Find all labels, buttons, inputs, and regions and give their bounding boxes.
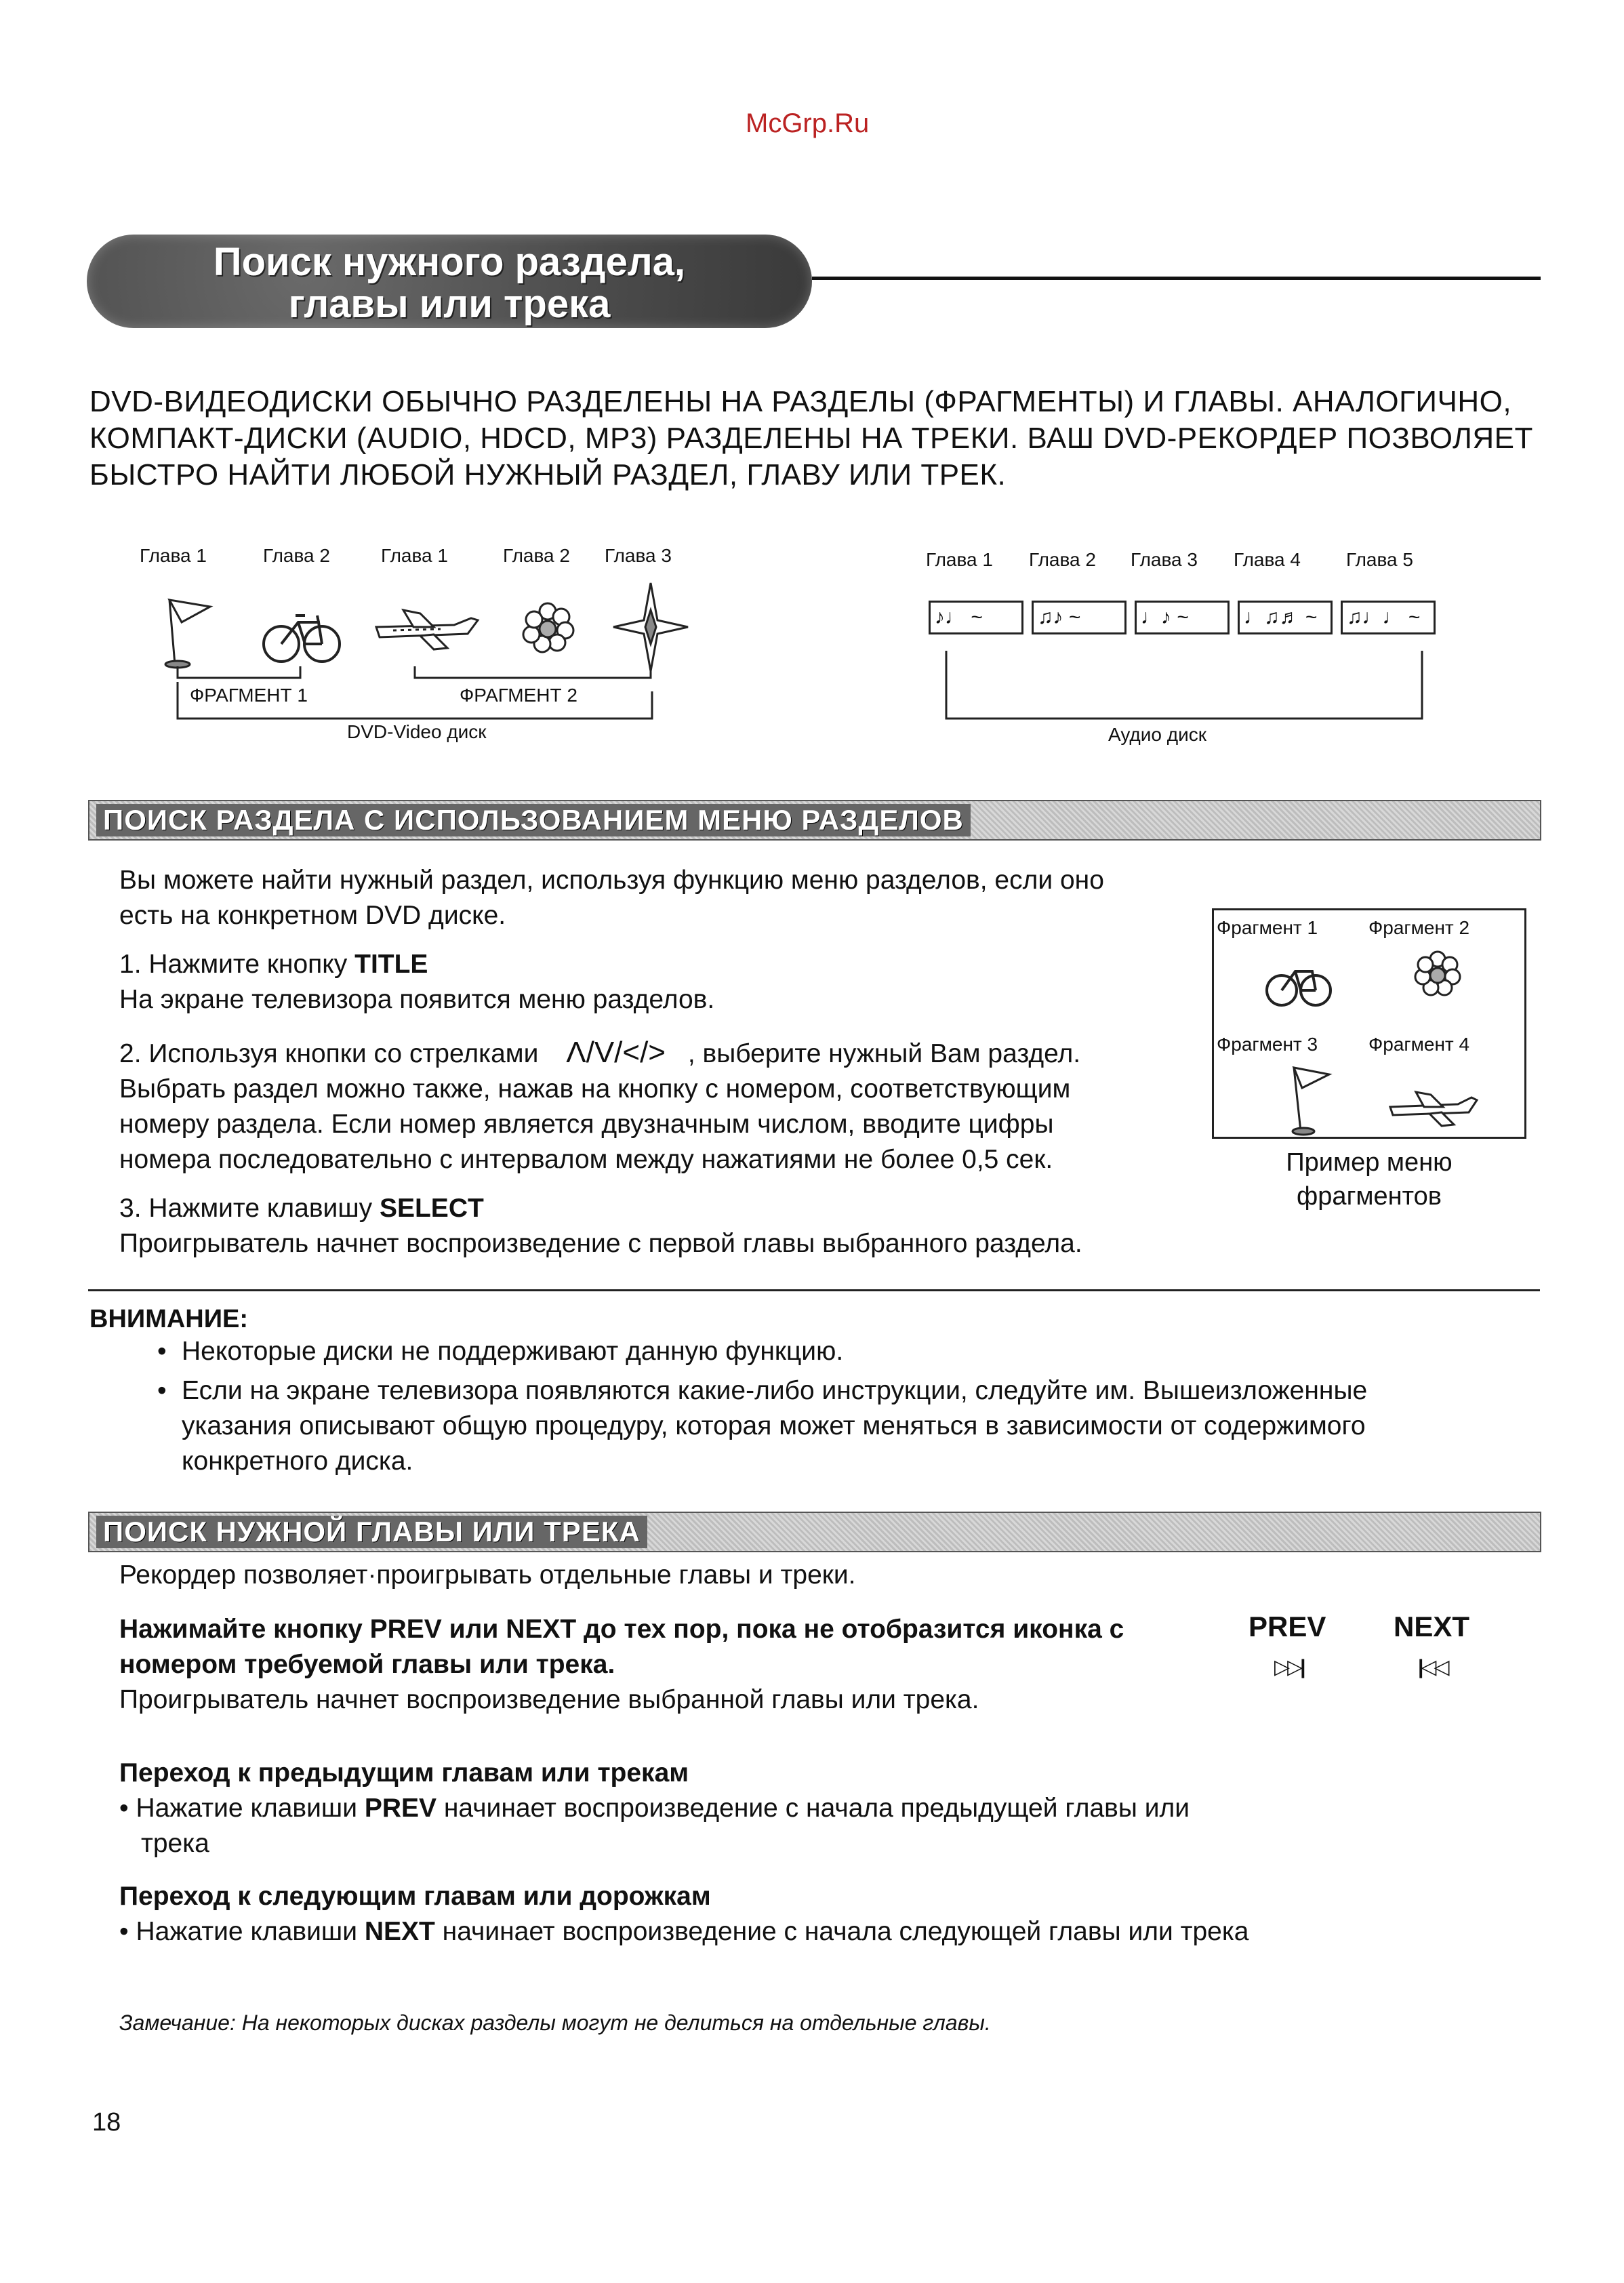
key-select: SELECT <box>379 1194 484 1223</box>
bicycle-icon <box>264 615 340 662</box>
arrow-keys-icon: Λ/V/</> <box>566 1036 666 1069</box>
section-header <box>88 1512 1541 1552</box>
intro-line: БЫСТРО НАЙТИ ЛЮБОЙ НУЖНЫЙ РАЗДЕЛ, ГЛАВУ ИЛИ ТРЕК. <box>89 458 1007 491</box>
bullet-text: конкретного диска. <box>182 1447 413 1476</box>
dvd-chapter-label: Глава 2 <box>263 545 330 566</box>
airplane-icon <box>1390 1092 1477 1126</box>
key-prev: PREV <box>364 1794 437 1823</box>
bullet-text: Нажатие клавиши <box>136 1794 365 1823</box>
watermark: McGrp.Ru <box>746 108 870 138</box>
menu-example-caption <box>1212 1146 1526 1213</box>
bullet-text: Некоторые диски не поддерживают данную функцию. <box>182 1337 844 1366</box>
next-track-icon: |◁◁ <box>1418 1656 1447 1678</box>
section-title: ПОИСК НУЖНОЙ ГЛАВЫ ИЛИ ТРЕКА <box>96 1516 647 1548</box>
page-title-line1: Поиск нужного раздела, <box>213 240 686 284</box>
step-text: Нажмите клавишу <box>148 1194 380 1223</box>
bullet-icon: • <box>119 1917 136 1946</box>
bullet-icon: • <box>157 1337 167 1366</box>
prev-label: PREV <box>1249 1611 1326 1642</box>
footnote: Замечание: На некоторых дисках разделы могут не делиться на отдельные главы. <box>119 2011 991 2035</box>
dvd-chapter-label: Глава 2 <box>503 545 570 566</box>
subsection-title: Переход к предыдущим главам или трекам <box>119 1758 689 1787</box>
menu-fragment-label: Фрагмент 3 <box>1217 1034 1318 1055</box>
subsection-next <box>119 1879 1461 1949</box>
section1-body <box>119 863 1190 1261</box>
audio-track-box: ♩♫♬ ~ <box>1238 601 1333 634</box>
bullet-text: трека <box>141 1829 209 1858</box>
audio-chapter-label: Глава 2 <box>1029 549 1096 570</box>
step-description: На экране телевизора появится меню разделов. <box>119 985 715 1014</box>
list-item <box>157 1334 1541 1369</box>
page-title-banner <box>87 235 812 328</box>
dvd-chapter-label: Глава 1 <box>381 545 448 566</box>
flower-icon <box>523 603 573 652</box>
divider <box>88 1289 1540 1291</box>
audio-chapter-label: Глава 3 <box>1131 549 1198 570</box>
step-text: Используя кнопки со стрелками <box>148 1039 539 1068</box>
intro-line: DVD-ВИДЕОДИСКИ ОБЫЧНО РАЗДЕЛЕНЫ НА РАЗДЕЛЫ (ФРАГМЕНТЫ) И ГЛАВЫ. АНАЛОГИЧНО, <box>89 385 1512 418</box>
instruction-description: Проигрыватель начнет воспроизведение выбранной главы или трека. <box>119 1685 979 1714</box>
audio-caption: Аудио диск <box>1108 724 1206 745</box>
subsection-prev <box>119 1756 1326 1861</box>
step-number: 1. <box>119 950 142 979</box>
step-text: Нажмите кнопку <box>148 950 355 979</box>
dvd-caption: DVD-Video диск <box>347 721 487 742</box>
step-number: 3. <box>119 1194 142 1223</box>
fragment1-label: ФРАГМЕНТ 1 <box>190 685 308 706</box>
menu-fragment-label: Фрагмент 4 <box>1368 1034 1470 1055</box>
list-item <box>119 1791 1326 1826</box>
airplane-icon <box>376 610 478 649</box>
attention-list <box>157 1334 1541 1479</box>
audio-track-box: ♩♪ ~ <box>1135 601 1230 634</box>
dvd-diagram <box>136 542 746 752</box>
audio-diagram <box>922 549 1450 752</box>
fragment-menu-example <box>1212 908 1526 1139</box>
step-2 <box>119 1035 1190 1072</box>
fragment2-label: ФРАГМЕНТ 2 <box>460 685 577 706</box>
paragraph-line: Рекордер позволяет·проигрывать отдельные главы и треки. <box>119 1560 856 1590</box>
step-3 <box>119 1191 1190 1226</box>
audio-chapter-label: Глава 4 <box>1234 549 1301 570</box>
page-number: 18 <box>92 2108 121 2137</box>
list-item <box>157 1373 1541 1479</box>
step-description: Проигрыватель начнет воспроизведение с первой главы выбранного раздела. <box>119 1229 1082 1258</box>
caption-line: фрагментов <box>1297 1182 1442 1211</box>
audio-bracket <box>922 549 1450 752</box>
bullet-icon: • <box>119 1794 136 1823</box>
intro-text <box>89 384 1540 493</box>
attention-heading: ВНИМАНИЕ: <box>89 1305 249 1333</box>
audio-track-box: ♪♩ ~ <box>929 601 1023 634</box>
page-title-line2: главы или трека <box>288 282 611 326</box>
list-item <box>119 1914 1461 1949</box>
bullet-text: Если на экране телевизора появляются какие-либо инструкции, следуйте им. Вышеизложенные <box>182 1376 1368 1405</box>
flag-icon <box>165 600 210 668</box>
section2-body <box>119 1558 1217 1718</box>
bullet-text: начинает воспроизведение с начала предыдущей главы или <box>437 1794 1190 1823</box>
bicycle-icon <box>1267 971 1331 1005</box>
step-text: , выберите нужный Вам раздел. <box>687 1039 1081 1068</box>
caption-line: Пример меню <box>1286 1148 1453 1177</box>
flag-icon <box>1293 1068 1329 1135</box>
dvd-chapter-label: Глава 1 <box>140 545 207 566</box>
step-description: номера последовательно с интервалом между нажатиями не более 0,5 сек. <box>119 1145 1053 1174</box>
section-title: ПОИСК РАЗДЕЛА С ИСПОЛЬЗОВАНИЕМ МЕНЮ РАЗДЕЛОВ <box>96 804 971 836</box>
subsection-title: Переход к следующим главам или дорожкам <box>119 1882 711 1911</box>
star-icon <box>613 583 688 671</box>
audio-chapter-label: Глава 1 <box>926 549 993 570</box>
dvd-chapter-label: Глава 3 <box>605 545 672 566</box>
next-label: NEXT <box>1394 1611 1470 1642</box>
step-1 <box>119 947 1190 982</box>
prev-track-icon: ▷▷| <box>1274 1656 1303 1678</box>
bullet-text: Нажатие клавиши <box>136 1917 365 1946</box>
bullet-icon: • <box>157 1376 167 1405</box>
menu-fragment-label: Фрагмент 2 <box>1368 917 1470 938</box>
step-description: Выбрать раздел можно также, нажав на кнопку с номером, соответствующим <box>119 1074 1071 1104</box>
step-description: номеру раздела. Если номер является двузначным числом, вводите цифры <box>119 1110 1054 1139</box>
title-rule <box>812 277 1541 280</box>
menu-fragment-label: Фрагмент 1 <box>1217 917 1318 938</box>
key-title: TITLE <box>354 950 428 979</box>
menu-example-drawing <box>1214 910 1528 1141</box>
section-header <box>88 800 1541 841</box>
paragraph-line: Вы можете найти нужный раздел, используя функцию меню разделов, если оно <box>119 866 1104 895</box>
bullet-text: начинает воспроизведение с начала следующей главы или трека <box>434 1917 1249 1946</box>
key-next: NEXT <box>364 1917 435 1946</box>
instruction-line: номером требуемой главы или трека. <box>119 1650 615 1679</box>
step-number: 2. <box>119 1039 142 1068</box>
intro-line: КОМПАКТ-ДИСКИ (AUDIO, HDCD, MP3) РАЗДЕЛЕНЫ НА ТРЕКИ. ВАШ DVD-РЕКОРДЕР ПОЗВОЛЯЕТ <box>89 422 1533 455</box>
bullet-text: указания описывают общую процедуру, которая может меняться в зависимости от содержимого <box>182 1411 1366 1440</box>
audio-track-box: ♫♪ ~ <box>1032 601 1126 634</box>
flower-icon <box>1415 952 1460 995</box>
paragraph-line: есть на конкретном DVD диске. <box>119 901 506 930</box>
audio-chapter-label: Глава 5 <box>1346 549 1413 570</box>
audio-track-box: ♫♩♩ ~ <box>1341 601 1436 634</box>
instruction-line: Нажимайте кнопку PREV или NEXT до тех пор, пока не отобразится иконка с <box>119 1615 1124 1644</box>
